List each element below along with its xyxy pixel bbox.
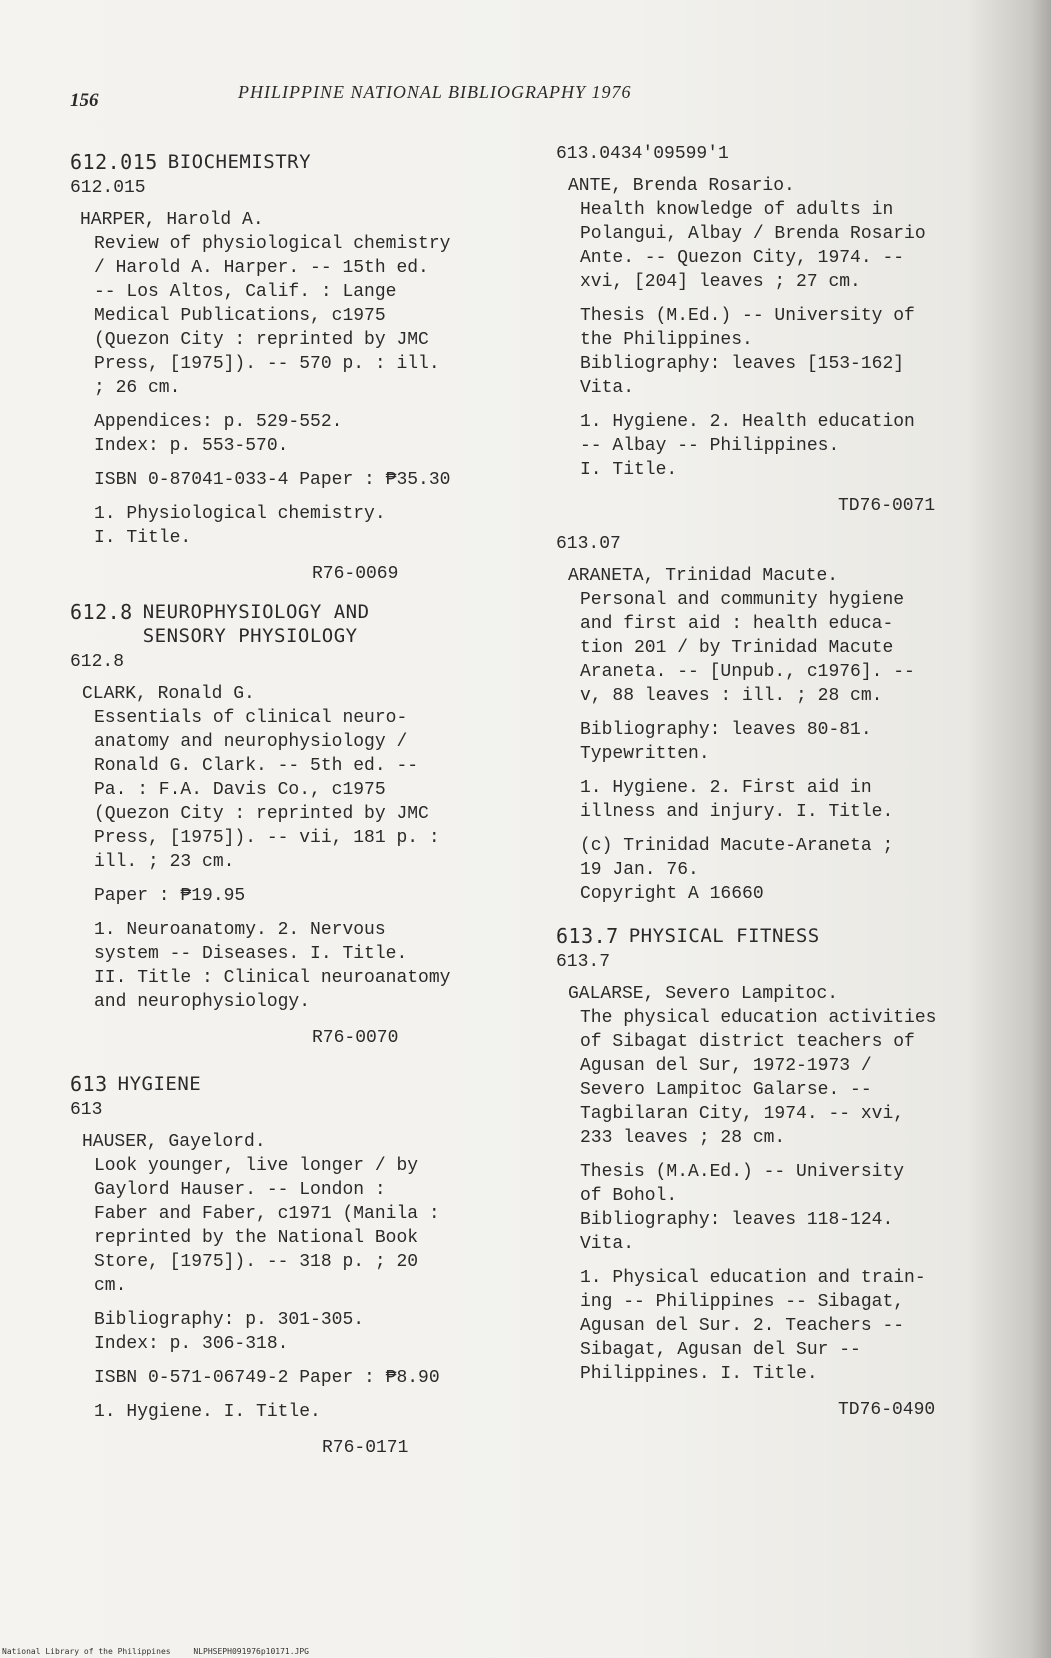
- subject-heading: [556, 924, 996, 948]
- text-line: Look younger, live longer / by: [94, 1156, 419, 1176]
- bibliographic-entry: [556, 564, 996, 906]
- entry-notes: [568, 718, 996, 766]
- text-line: of Bohol.: [580, 1186, 678, 1206]
- entry-isbn: ISBN 0-87041-033-4 Paper : ₱35.30: [94, 470, 451, 490]
- entry-description: [82, 1154, 530, 1298]
- text-line: 1. Hygiene. 2. First aid in: [580, 778, 872, 798]
- text-line: the Philippines.: [580, 330, 753, 350]
- entry-heading: CLARK, Ronald G.: [82, 684, 255, 704]
- text-line: and first aid : health educa-: [580, 614, 894, 634]
- text-line: Tagbilaran City, 1974. -- xvi,: [580, 1104, 905, 1124]
- entry-subjects: [568, 776, 996, 824]
- text-line: I. Title.: [94, 528, 192, 548]
- text-line: 19 Jan. 76.: [580, 860, 699, 880]
- entry-notes: [568, 304, 996, 400]
- text-line: Index: p. 553-570.: [94, 436, 289, 456]
- control-number: TD76-0490: [838, 1400, 936, 1420]
- text-line: 1. Physiological chemistry.: [94, 504, 386, 524]
- text-line: Essentials of clinical neuro-: [94, 708, 408, 728]
- text-line: II. Title : Clinical neuroanatomy: [94, 968, 451, 988]
- entry-subjects: [82, 502, 530, 550]
- text-line: system -- Diseases. I. Title.: [94, 944, 408, 964]
- text-line: of Sibagat district teachers of: [580, 1032, 915, 1052]
- text-line: The physical education activities: [580, 1008, 937, 1028]
- text-line: Personal and community hygiene: [580, 590, 905, 610]
- text-line: Thesis (M.A.Ed.) -- University: [580, 1162, 905, 1182]
- text-line: anatomy and neurophysiology /: [94, 732, 408, 752]
- call-number: 612.8: [70, 652, 125, 672]
- text-line: Agusan del Sur. 2. Teachers --: [580, 1316, 905, 1336]
- text-line: Store, [1975]). -- 318 p. ; 20: [94, 1252, 419, 1272]
- text-line: Review of physiological chemistry: [94, 234, 451, 254]
- text-line: I. Title.: [580, 460, 678, 480]
- control-number: R76-0069: [312, 564, 399, 584]
- text-line: Press, [1975]). -- vii, 181 p. :: [94, 828, 440, 848]
- call-number: 613.7: [556, 952, 611, 972]
- call-number: 613.07: [556, 534, 621, 554]
- text-line: 1. Physical education and train-: [580, 1268, 926, 1288]
- text-line: -- Los Altos, Calif. : Lange: [94, 282, 397, 302]
- text-line: Pa. : F.A. Davis Co., c1975: [94, 780, 386, 800]
- text-line: Faber and Faber, c1971 (Manila :: [94, 1204, 440, 1224]
- text-line: Appendices: p. 529-552.: [94, 412, 343, 432]
- text-line: Bibliography: leaves 80-81.: [580, 720, 872, 740]
- entry-description: [82, 706, 530, 874]
- call-number: 613: [70, 1100, 103, 1120]
- subject-name: BIOCHEMISTRY: [167, 151, 312, 173]
- text-line: Ronald G. Clark. -- 5th ed. --: [94, 756, 419, 776]
- left-column: [70, 140, 530, 1460]
- text-line: illness and injury. I. Title.: [580, 802, 894, 822]
- entry-description: [568, 588, 996, 708]
- text-line: Ante. -- Quezon City, 1974. --: [580, 248, 905, 268]
- text-line: ing -- Philippines -- Sibagat,: [580, 1292, 905, 1312]
- text-line: Bibliography: leaves 118-124.: [580, 1210, 894, 1230]
- text-line: ; 26 cm.: [94, 378, 181, 398]
- subject-number: 613.7: [556, 924, 619, 948]
- bibliographic-entry: [70, 208, 530, 586]
- entry-subjects: [568, 1266, 996, 1386]
- bibliographic-entry: [556, 174, 996, 518]
- entry-notes: [82, 1308, 530, 1356]
- entry-subjects: [82, 918, 530, 1014]
- entry-description: [568, 1006, 996, 1150]
- text-line: (Quezon City : reprinted by JMC: [94, 804, 429, 824]
- text-line: Index: p. 306-318.: [94, 1334, 289, 1354]
- text-line: (Quezon City : reprinted by JMC: [94, 330, 429, 350]
- text-line: Medical Publications, c1975: [94, 306, 386, 326]
- entry-notes: [82, 410, 530, 458]
- entry-heading: GALARSE, Severo Lampitoc.: [568, 984, 839, 1004]
- running-title: PHILIPPINE NATIONAL BIBLIOGRAPHY 1976: [238, 82, 632, 102]
- entry-heading: HAUSER, Gayelord.: [82, 1132, 266, 1152]
- entry-notes: [568, 1160, 996, 1256]
- entry-isbn: ISBN 0-571-06749-2 Paper : ₱8.90: [94, 1368, 440, 1388]
- text-line: Agusan del Sur, 1972-1973 /: [580, 1056, 872, 1076]
- text-line: and neurophysiology.: [94, 992, 311, 1012]
- entry-subjects: [82, 1400, 530, 1424]
- bibliographic-entry: [556, 982, 996, 1422]
- text-line: v, 88 leaves : ill. ; 28 cm.: [580, 686, 883, 706]
- page-number: 156: [70, 90, 99, 111]
- text-line: Araneta. -- [Unpub., c1976]. --: [580, 662, 915, 682]
- subject-name: HYGIENE: [117, 1073, 202, 1095]
- text-line: Bibliography: leaves [153-162]: [580, 354, 905, 374]
- text-line: Vita.: [580, 1234, 635, 1254]
- entry-subjects: [568, 410, 996, 482]
- page-header: [70, 82, 770, 114]
- text-line: cm.: [94, 1276, 127, 1296]
- call-number: 613.0434'09599'1: [556, 144, 729, 164]
- control-number: TD76-0071: [838, 496, 936, 516]
- subject-heading: [70, 600, 530, 648]
- entry-heading: ARANETA, Trinidad Macute.: [568, 566, 839, 586]
- text-line: 233 leaves ; 28 cm.: [580, 1128, 786, 1148]
- text-line: Copyright A 16660: [580, 884, 764, 904]
- subject-name: PHYSICAL FITNESS: [628, 925, 820, 947]
- entry-heading: HARPER, Harold A.: [80, 210, 264, 230]
- call-number: 612.015: [70, 178, 146, 198]
- footer-file: NLPHSEPH091976p10171.JPG: [193, 1647, 309, 1656]
- text-line: Typewritten.: [580, 744, 710, 764]
- text-line: Vita.: [580, 378, 635, 398]
- text-line: reprinted by the National Book: [94, 1228, 419, 1248]
- bibliographic-entry: [70, 682, 530, 1050]
- text-line: Health knowledge of adults in: [580, 200, 894, 220]
- text-line: ill. ; 23 cm.: [94, 852, 235, 872]
- subject-number: 612.015: [70, 150, 158, 174]
- text-line: 1. Hygiene. 2. Health education: [580, 412, 915, 432]
- subject-heading: [70, 1072, 530, 1096]
- text-line: xvi, [204] leaves ; 27 cm.: [580, 272, 861, 292]
- subject-number: 613: [70, 1072, 108, 1096]
- text-line: Thesis (M.Ed.) -- University of: [580, 306, 915, 326]
- subject-heading: [70, 150, 530, 174]
- text-line: Gaylord Hauser. -- London :: [94, 1180, 386, 1200]
- footer-source: National Library of the Philippines: [2, 1647, 171, 1656]
- text-line: -- Albay -- Philippines.: [580, 436, 840, 456]
- bibliographic-entry: [70, 1130, 530, 1460]
- control-number: R76-0070: [312, 1028, 399, 1048]
- text-line: Philippines. I. Title.: [580, 1364, 818, 1384]
- entry-price: Paper : ₱19.95: [94, 886, 246, 906]
- entry-description: [82, 232, 530, 400]
- entry-description: [568, 198, 996, 294]
- text-line: Severo Lampitoc Galarse. --: [580, 1080, 872, 1100]
- text-line: Press, [1975]). -- 570 p. : ill.: [94, 354, 440, 374]
- subject-name: NEUROPHYSIOLOGY AND SENSORY PHYSIOLOGY: [142, 601, 370, 647]
- text-line: 1. Neuroanatomy. 2. Nervous: [94, 920, 386, 940]
- text-line: 1. Hygiene. I. Title.: [94, 1402, 321, 1422]
- entry-heading: ANTE, Brenda Rosario.: [568, 176, 795, 196]
- scan-footer: [2, 1647, 327, 1656]
- text-line: (c) Trinidad Macute-Araneta ;: [580, 836, 894, 856]
- text-line: / Harold A. Harper. -- 15th ed.: [94, 258, 429, 278]
- text-line: Bibliography: p. 301-305.: [94, 1310, 365, 1330]
- text-line: tion 201 / by Trinidad Macute: [580, 638, 894, 658]
- text-line: Sibagat, Agusan del Sur --: [580, 1340, 861, 1360]
- entry-copyright: [568, 834, 996, 906]
- right-column: [556, 140, 996, 1422]
- subject-number: 612.8: [70, 600, 133, 624]
- text-line: Polangui, Albay / Brenda Rosario: [580, 224, 926, 244]
- control-number: R76-0171: [322, 1438, 409, 1458]
